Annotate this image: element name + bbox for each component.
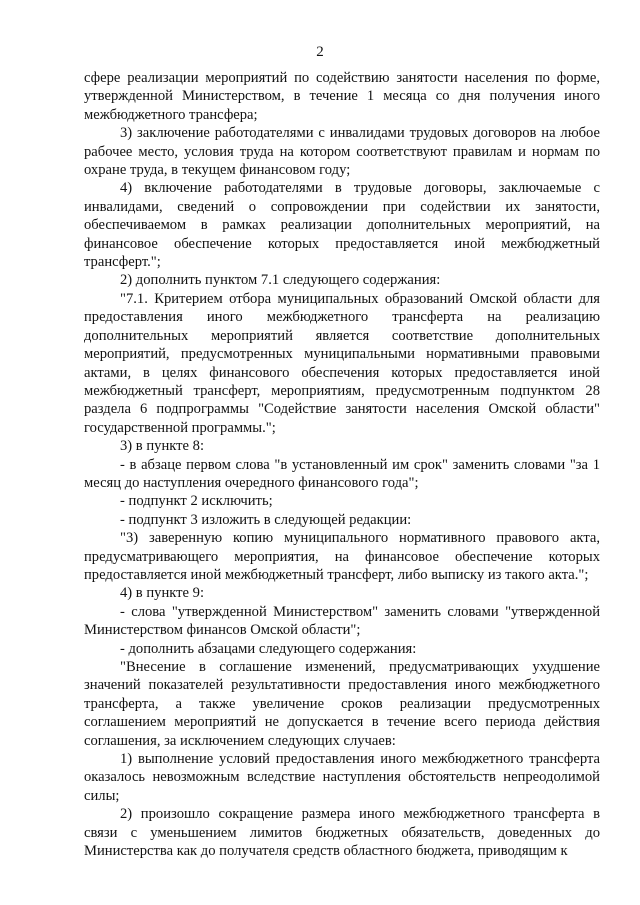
paragraph: - подпункт 2 исключить; — [120, 493, 273, 510]
paragraph: 3) в пункте 8: — [120, 438, 205, 455]
paragraph: "3) заверенную копию муниципального нормативного правового акта, предусматривающего мероприятия, на финансовое обеспечение которых предоставляется иной межбюджетный трансферт, либо выписку из такого акта."; — [84, 530, 600, 583]
paragraph: - в абзаце первом слова "в установленный им срок" заменить словами "за 1 месяц до наступления очередного финансового года"; — [84, 456, 600, 491]
document-body — [84, 69, 600, 860]
paragraph: 4) в пункте 9: — [120, 585, 205, 602]
paragraph: 2) дополнить пунктом 7.1 следующего содержания: — [120, 272, 441, 289]
paragraph: 1) выполнение условий предоставления иного межбюджетного трансферта оказалось невозможным вследствие наступления обстоятельств непреодолимой силы; — [84, 751, 600, 804]
paragraph: "Внесение в соглашение изменений, предусматривающих ухудшение значений показателей результативности предоставления иного межбюджетного трансферта, а также увеличение сроков реализации предусмотренных соглашением мероприятий не допускается в течение всего периода действия соглашения, за исключением следующих случаев: — [84, 659, 600, 749]
paragraph: 3) заключение работодателями с инвалидами трудовых договоров на любое рабочее место, условия труда на котором соответствуют правилам и нормам по охране труда, в текущем финансовом году; — [84, 125, 600, 179]
page-number: 2 — [316, 44, 324, 60]
paragraph: сфере реализации мероприятий по содействию занятости населения по форме, утвержденной Министерством, в течение 1 месяца со дня получения иного межбюджетного трансфера; — [84, 70, 600, 123]
paragraph: 4) включение работодателями в трудовые договоры, заключаемые с инвалидами, сведений о сопровождении при содействии их занятости, обеспечиваемом в рамках реализации дополнительных мероприятий, на финансовое обеспечение которых предоставляется иной межбюджетный трансферт."; — [84, 180, 600, 271]
paragraph: 2) произошло сокращение размера иного межбюджетного трансферта в связи с уменьшением лимитов бюджетных обязательств, доведенных до Министерства как до получателя средств областного бюджета, приводящим к — [84, 806, 600, 860]
paragraph: - дополнить абзацами следующего содержания: — [120, 640, 417, 657]
paragraph: "7.1. Критерием отбора муниципальных образований Омской области для предоставления иного межбюджетного трансферта на реализацию дополнительных мероприятий является соответствие дополнительных мероприятий, предусмотренных муниципальными нормативными правовыми актами, в целях финансового обеспечения которых предоставляется иной межбюджетный трансферт, мероприятиям, предусмотренным подпунктом 28 раздела 6 подпрограммы "Содействие занятости населения Омской области" государственной программы."; — [84, 290, 600, 436]
paragraph: - слова "утвержденной Министерством" заменить словами "утвержденной Министерством финансов Омской области"; — [84, 603, 600, 639]
paragraph: - подпункт 3 изложить в следующей редакции: — [120, 511, 412, 528]
